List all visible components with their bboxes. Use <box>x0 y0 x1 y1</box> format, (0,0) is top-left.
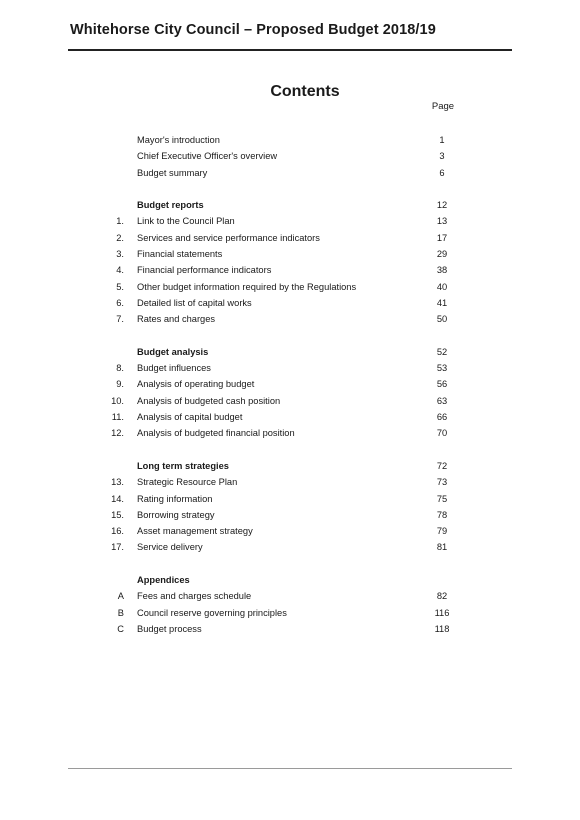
toc-entry-number: 10. <box>111 395 124 406</box>
toc-entry-page: 41 <box>436 297 448 308</box>
toc-entry-label: Analysis of budgeted cash position <box>137 395 281 406</box>
page-column-label: Page <box>431 101 455 112</box>
toc-entry-label: Detailed list of capital works <box>137 297 252 308</box>
toc-entry-page: 70 <box>436 428 448 439</box>
toc-entry[interactable] <box>0 588 580 604</box>
toc-entry[interactable] <box>0 376 580 392</box>
toc-heading-page: 52 <box>436 346 448 357</box>
toc-entry-label: Budget process <box>137 623 202 634</box>
toc-entry-label: Link to the Council Plan <box>137 216 235 227</box>
toc-entry-number: C <box>117 623 124 634</box>
toc-entry-number: 1. <box>116 216 124 227</box>
toc-entry-label: Budget summary <box>137 167 208 178</box>
toc-entry[interactable] <box>0 523 580 539</box>
toc-entry-label: Chief Executive Officer's overview <box>137 151 278 162</box>
header-divider <box>68 49 512 51</box>
toc-entry-number: 5. <box>116 281 124 292</box>
toc-entry-page: 50 <box>436 314 448 325</box>
toc-entry-page: 3 <box>439 151 445 162</box>
contents-title: Contents <box>270 83 340 100</box>
toc-entry-page: 73 <box>436 477 448 488</box>
toc-entry[interactable] <box>0 507 580 523</box>
toc-entry[interactable] <box>0 311 580 327</box>
toc-entry-number: 13. <box>111 477 124 488</box>
toc-entry-number: 15. <box>111 509 124 520</box>
toc-entry-number: 16. <box>111 526 124 537</box>
toc-entry-page: 17 <box>436 232 448 243</box>
toc-entry-page: 53 <box>436 363 448 374</box>
toc-entry-number: 8. <box>116 363 124 374</box>
toc-entry[interactable] <box>0 393 580 409</box>
toc-entry-number: 17. <box>111 542 124 553</box>
toc-section-heading[interactable] <box>0 344 580 360</box>
toc-entry[interactable] <box>0 539 580 555</box>
toc-entry[interactable] <box>0 246 580 262</box>
toc-entry-label: Analysis of capital budget <box>137 412 243 423</box>
toc-entry-page: 116 <box>434 607 450 618</box>
toc-entry[interactable] <box>0 295 580 311</box>
toc-entry-label: Other budget information required by the Regulations <box>137 281 357 292</box>
toc-entry-number: 11. <box>111 412 124 423</box>
toc-entry[interactable] <box>0 230 580 246</box>
toc-entry-number: 6. <box>116 297 124 308</box>
toc-entry-label: Service delivery <box>137 542 203 553</box>
toc-entry-number: 14. <box>111 493 124 504</box>
toc-entry-label: Rating information <box>137 493 213 504</box>
toc-entry[interactable] <box>0 279 580 295</box>
toc-entry-label: Borrowing strategy <box>137 509 215 520</box>
toc-entry[interactable] <box>0 165 580 181</box>
toc-entry[interactable] <box>0 360 580 376</box>
toc-entry[interactable] <box>0 213 580 229</box>
table-of-contents <box>0 132 580 654</box>
toc-entry-page: 75 <box>436 493 448 504</box>
toc-entry-number: 9. <box>116 379 124 390</box>
toc-entry[interactable] <box>0 621 580 637</box>
toc-entry-number: 12. <box>111 428 124 439</box>
toc-entry-page: 66 <box>436 412 448 423</box>
toc-entry[interactable] <box>0 605 580 621</box>
toc-entry-label: Asset management strategy <box>137 526 253 537</box>
toc-entry-label: Fees and charges schedule <box>137 591 252 602</box>
toc-heading-label: Budget reports <box>137 200 204 211</box>
toc-entry-page: 78 <box>436 509 448 520</box>
toc-heading-page: 72 <box>436 460 448 471</box>
toc-entry-page: 1 <box>439 135 445 145</box>
document-header-title: Whitehorse City Council – Proposed Budget 2018/19 <box>70 22 436 38</box>
toc-entry-page: 63 <box>436 395 448 406</box>
toc-section <box>0 344 580 442</box>
toc-heading-label: Appendices <box>137 575 190 586</box>
toc-entry-label: Strategic Resource Plan <box>137 477 238 488</box>
toc-entry-label: Budget influences <box>137 363 211 374</box>
toc-entry-page: 40 <box>436 281 448 292</box>
toc-entry-page: 81 <box>436 542 448 553</box>
toc-entry-label: Services and service performance indicators <box>137 232 320 243</box>
toc-entry-number: 7. <box>116 314 124 325</box>
toc-section <box>0 132 580 181</box>
toc-entry[interactable] <box>0 474 580 490</box>
toc-entry[interactable] <box>0 425 580 441</box>
toc-entry[interactable] <box>0 491 580 507</box>
toc-heading-label: Budget analysis <box>137 346 209 357</box>
toc-section-heading[interactable] <box>0 572 580 588</box>
toc-entry-number: 3. <box>116 249 124 260</box>
toc-entry-label: Financial performance indicators <box>137 265 272 276</box>
toc-entry-label: Analysis of budgeted financial position <box>137 428 295 439</box>
toc-entry-number: A <box>117 591 124 602</box>
toc-entry-page: 82 <box>436 591 448 602</box>
toc-heading-label: Long term strategies <box>137 460 229 471</box>
toc-entry-label: Council reserve governing principles <box>137 607 287 618</box>
toc-entry-label: Rates and charges <box>137 314 216 325</box>
toc-entry-page: 6 <box>439 167 445 178</box>
toc-entry-label: Analysis of operating budget <box>137 379 255 390</box>
toc-entry-page: 13 <box>436 216 448 227</box>
footer-divider <box>68 768 512 769</box>
toc-section <box>0 197 580 327</box>
toc-entry-page: 79 <box>436 526 448 537</box>
toc-entry-page: 38 <box>436 265 448 276</box>
toc-entry-page: 29 <box>436 249 448 260</box>
toc-entry-page: 118 <box>434 623 450 634</box>
toc-entry-page: 56 <box>436 379 448 390</box>
toc-entry[interactable] <box>0 262 580 278</box>
toc-entry-number: 4. <box>116 265 124 276</box>
toc-entry-label: Mayor's introduction <box>137 135 220 145</box>
toc-section-heading[interactable] <box>0 197 580 213</box>
toc-entry[interactable] <box>0 148 580 164</box>
toc-heading-page: 12 <box>436 200 448 211</box>
toc-entry-number: B <box>117 607 124 618</box>
toc-entry[interactable] <box>0 132 580 148</box>
toc-entry-label: Financial statements <box>137 249 223 260</box>
toc-section <box>0 458 580 556</box>
toc-entry-number: 2. <box>116 232 124 243</box>
toc-entry[interactable] <box>0 409 580 425</box>
toc-section <box>0 572 580 637</box>
toc-section-heading[interactable] <box>0 458 580 474</box>
